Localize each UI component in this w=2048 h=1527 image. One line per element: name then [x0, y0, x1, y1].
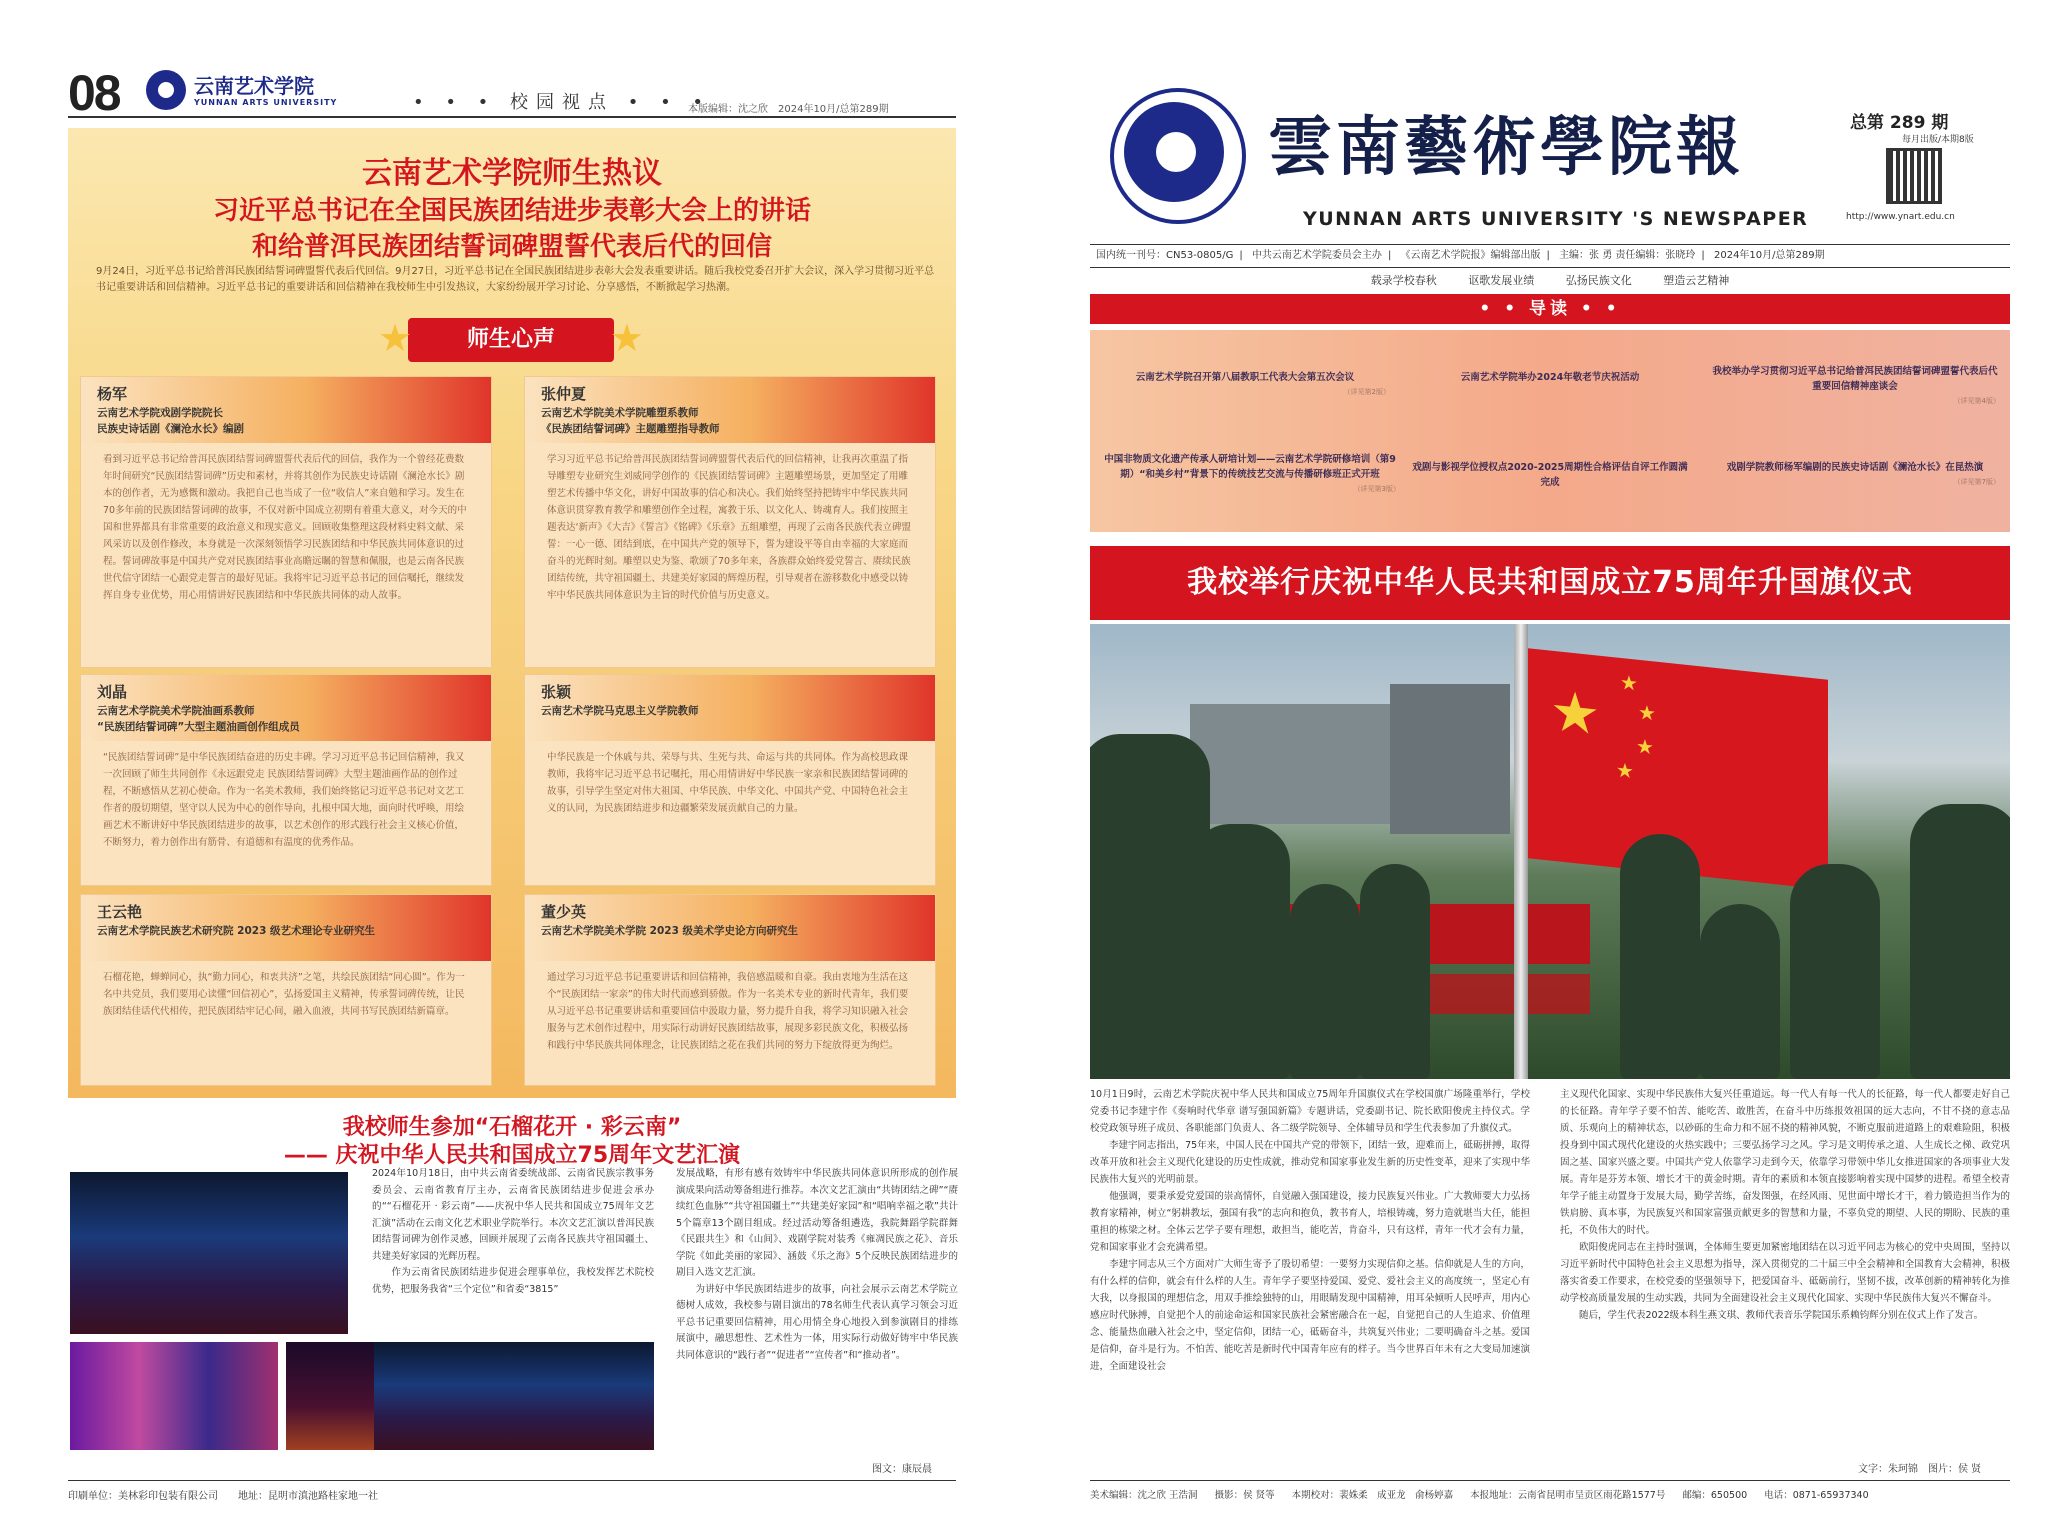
card-name: 董少英: [541, 903, 587, 921]
toc-item[interactable]: 我校举办学习贯彻习近平总书记给普洱民族团结誓词碑盟誓代表后代重要回信精神座谈会 （详见第4版）: [1712, 366, 2000, 405]
footer-item: 邮编：650500: [1682, 1490, 1748, 1501]
slogan: 讴歌发展业绩: [1468, 274, 1535, 287]
slogans: [1090, 272, 2010, 288]
feature-intro: 9月24日，习近平总书记给普洱民族团结誓词碑盟誓代表后代回信。9月27日，习近平总书记在全国民族团结进步表彰大会发表重要讲话。随后我校党委召开扩大会议，深入学习贯彻习近平总书记重要讲话和回信精神。习近平总书记的重要讲话和回信精神在我校师生中引发热议，大家纷纷展开学习讨论、分享感悟，不断掀起学习热潮。: [96, 266, 935, 293]
card-text: 中华民族是一个休戚与共、荣辱与共、生死与共、命运与共的共同体。作为高校思政课教师，我将牢记习近平总书记嘱托，用心用情讲好中华民族一家亲和民族团结誓词碑的故事，引导学生坚定对伟大祖国、中华民族、中华文化、中国共产党、中国特色社会主义的认同，为民族团结进步和边疆繁荣发展贡献自己的力量。: [547, 752, 909, 814]
card-text: 看到习近平总书记给普洱民族团结誓词碑盟誓代表后代的回信，我作为一个曾经花费数年时间研究“民族团结誓词碑”历史和素材，并将其创作为民族史诗话剧《澜沧水长》剧本的创作者，无为感慨和激动。我把自己也当成了一位“收信人”来自勉和学习。发生在70多年前的民族团结誓词碑的故事，不仅对新中国成立初期有着重大意义，对今天的中国和世界都具有非常重要的政治意义和现实意义。回顾收集整理这段材料史料文献、采风采访以及创作修改，本身就是一次深刻领悟学习民族团结和中华民族共同体意识的过程。誓词碑故事是中国共产党对民族团结事业高瞻远瞩的智慧和佩服，也是云南各民族世代信守团结一心跟党走誓言的最好见证。我将牢记习近平总书记的回信嘱托，继续发挥自身专业优势，用心用情讲好民族团结和中华民族共同体的动人故事。: [103, 454, 467, 601]
national-flag-icon: ★ ★ ★ ★ ★: [1528, 648, 1828, 890]
voice-card: [80, 376, 492, 668]
voice-card: [80, 894, 492, 1086]
info-item: 《云南艺术学院报》编辑部出版: [1400, 250, 1541, 261]
voice-card: [524, 894, 936, 1086]
school-emblem-icon: [1110, 88, 1246, 224]
voice-card: [80, 674, 492, 886]
headline: 我校举行庆祝中华人民共和国成立75周年升国旗仪式: [1090, 546, 2010, 620]
card-role: 云南艺术学院戏剧学院院长 民族史诗话剧《澜沧水长》编剧: [97, 407, 244, 435]
footer: [1090, 1480, 2010, 1501]
footer-item: 本期校对：裴姝柔 成亚龙 俞杨婷嘉: [1291, 1490, 1454, 1501]
masthead-title: 雲南藝術學院報: [1268, 110, 1744, 185]
toc-item[interactable]: 中国非物质文化遗产传承人研培计划——云南艺术学院研修培训（第9期）“和美乡村”背景下的传统技艺交流与传播研修班正式开班 （详见第3版）: [1104, 454, 1400, 493]
masthead-english: YUNNAN ARTS UNIVERSITY 'S NEWSPAPER: [1303, 208, 1809, 230]
issue-number: 总第 289 期: [1850, 113, 1949, 133]
feature-subtitle-1: 习近平总书记在全国民族团结进步表彰大会上的讲话: [212, 196, 811, 226]
star-icon: ★: [378, 316, 413, 360]
table-of-contents: [1090, 330, 2010, 532]
right-page: [1090, 0, 2048, 1527]
website-url: http://www.ynart.edu.cn: [1846, 212, 1955, 222]
flag-ceremony-photo: [1090, 624, 2010, 1079]
card-role: 云南艺术学院美术学院雕塑系教师 《民族团结誓词碑》主题雕塑指导教师: [541, 407, 720, 435]
info-item: 中共云南艺术学院委员会主办: [1251, 250, 1382, 261]
info-item: 主编：张 勇 责任编辑：张晓玲: [1559, 250, 1696, 261]
info-bar: 国内统一刊号：CN53-0805/G | 中共云南艺术学院委员会主办 | 《云南艺术学院报》编辑部出版 | 主编：张 勇 责任编辑：张晓玲 | 2024年10月/总第289期: [1090, 244, 2010, 268]
card-name: 刘晶: [97, 683, 128, 701]
card-role: 云南艺术学院美术学院油画系教师 “民族团结誓词碑”大型主题油画创作组成员: [97, 705, 300, 733]
slogan: 塑造云艺精神: [1663, 274, 1730, 287]
feature-title: 云南艺术学院师生热议: [362, 156, 662, 191]
feature-article: [68, 128, 956, 1098]
card-text: 石榴花艳，蝉蝉同心，执“勤力同心，和衷共济”之笔，共绘民族团结“同心圆”。作为一名中共党员，我们要用心读懂“回信初心”，弘扬爱国主义精神，传承誓词碑传统，让民族团结佳话代代相传，把民族团结牢记心间，融入血液，共同书写民族团结新篇章。: [103, 972, 465, 1017]
section-name: • • • 校园视点 • • •: [413, 92, 712, 113]
card-role: 云南艺术学院民族艺术研究院 2023 级艺术理论专业研究生: [97, 925, 376, 937]
footer-item: 摄影：侯 贤等: [1214, 1490, 1275, 1501]
slogan: 载录学校春秋: [1370, 274, 1437, 287]
article-credit: 文字：朱珂锦 图片：侯 贤: [1858, 1464, 1982, 1475]
stage-photo: [70, 1172, 348, 1334]
photo-credit: 图文：康辰晨: [872, 1464, 932, 1475]
star-icon: ★: [609, 316, 644, 360]
toc-item[interactable]: 戏剧与影视学位授权点2020-2025周期性合格评估自评工作圆满完成: [1412, 462, 1688, 488]
section-ribbon: [378, 316, 644, 362]
stage-photo: [374, 1342, 654, 1450]
card-text: “民族团结誓词碑”是中华民族团结奋进的历史丰碑。学习习近平总书记回信精神，我又一次回顾了师生共同创作《永远跟党走 民族团结誓词碑》大型主题油画作品的创作过程，不断感悟从艺初心使命。作为一名美术教师，我们始终铭记习近平总书记对文艺工作者的殷切期望，坚守以人民为中心的创作导向，扎根中国大地，面向时代呼唤，用绘画艺术不断讲好中华民族团结进步的故事，以艺术创作的形式践行社会主义核心价值，不断努力，着力创作出有筋骨、有道德和有温度的优秀作品。: [103, 752, 465, 848]
card-name: 张颖: [541, 683, 572, 701]
footer-item: 美术编辑：沈之欣 王浩洞: [1090, 1490, 1198, 1501]
page-number: 08: [68, 65, 120, 121]
stage-photo: [70, 1342, 278, 1450]
article-subtitle: —— 庆祝中华人民共和国成立75周年文艺汇演: [283, 1143, 741, 1168]
voice-card: [524, 674, 936, 886]
voice-card: [524, 376, 936, 668]
footer: 印刷单位：美林彩印包装有限公司 地址：昆明市滇池路桂家地一社: [68, 1480, 956, 1502]
card-name: 王云艳: [97, 903, 143, 921]
slogan: 弘扬民族文化: [1565, 274, 1632, 287]
feature-subtitle-2: 和给普洱民族团结誓词碑盟誓代表后代的回信: [251, 232, 772, 262]
qr-code-icon: [1886, 148, 1942, 204]
card-name: 张仲夏: [541, 385, 587, 403]
card-text: 通过学习习近平总书记重要讲话和回信精神，我倍感温暖和自豪。我由衷地为生活在这个“民族团结一家亲”的伟大时代而感到骄傲。作为一名美术专业的新时代青年，我们要从习近平总书记重要讲话和重要回信中汲取力量，努力提升自我，将学习知识融入社会服务与艺术创作过程中，用实际行动讲好民族团结故事，展现多彩民族文化，积极弘扬和践行中华民族共同体理念，让民族团结之花在我们共同的努力下绽放得更为绚烂。: [547, 972, 909, 1051]
card-text: 学习习近平总书记给普洱民族团结誓词碑盟誓代表后代的回信精神，让我再次重温了指导雕塑专业研究生刘威同学创作的《民族团结誓词碑》主题雕塑场景，更加坚定了用雕塑艺术传播中华文化，讲好中国故事的信心和决心。我们始终坚持把铸牢中华民族共同体意识贯穿教育教学和雕塑创作全过程，寓教于乐、以文化人、铸魂育人。我们按照主题表达‘新声》《大吉》《誓言》《铭碑》《乐章》五组雕塑，再现了云南各民族代表立碑盟誓：一心一德、团结到底，在中国共产党的领导下，誓为建设平等自由幸福的大家庭而奋斗的光辉时刻。雕塑以史为鉴、歌颂了70多年来，各族群众始终爱党誓言、赓续民族团结传统，共守祖国疆土、共建美好家园的辉煌历程，引导观者在游移数化中感受以铸牢中华民族共同体意识为主旨的时代价值与历史意义。: [547, 454, 912, 601]
toc-item[interactable]: 戏剧学院教师杨军编剧的民族史诗话剧《澜沧水长》在昆热演 （详见第7版）: [1726, 462, 2000, 486]
toc-item[interactable]: 云南艺术学院召开第八届教职工代表大会第五次会议 （详见第2版）: [1135, 372, 1390, 396]
editor-line: 本版编辑：沈之欣 2024年10月/总第289期: [688, 104, 889, 115]
left-page-header: [68, 60, 956, 121]
issue-frequency: 每月出版/本期8版: [1902, 135, 1974, 145]
school-name-cn: 云南艺术学院: [194, 74, 314, 98]
ribbon-label: 师生心声: [466, 327, 555, 352]
guide-header: • • 导读 • •: [1090, 294, 2010, 324]
school-name-en: YUNNAN ARTS UNIVERSITY: [194, 98, 338, 107]
article-column: 2024年10月18日，由中共云南省委统战部、云南省民族宗教事务委员会、云南省教育厅主办，云南省民族团结进步促进会承办的““石榴花开 · 彩云南”——庆祝中华人民共和国成立75周年文艺汇演”活动在云南文化艺术职业学院举行。本次文艺汇演以普洱民族团结誓词碑为创作灵感，回顾并展现了云南各民族共守祖国疆土、共建美好家园的光辉历程。 作为云南省民族团结进步促进会理事单位，我校发挥艺术院校优势，把服务我省“三个定位”和省委“3815”: [372, 1168, 654, 1295]
card-role: 云南艺术学院马克思主义学院教师: [541, 705, 699, 717]
card-name: 杨军: [97, 385, 128, 403]
info-item: 国内统一刊号：CN53-0805/G: [1096, 250, 1234, 261]
article-column: 发展战略，有形有感有效铸牢中华民族共同体意识所形成的创作展演成果向活动筹备组进行推荐。本次文艺汇演由“共铸团结之碑”“赓续红色血脉”“共守祖国疆土”“共建美好家园”和“唱响幸福之歌”共计5个篇章13个剧目组成。经过活动筹备组遴选，我院舞蹈学院群舞《民跟共生》和《山间》、戏剧学院对装秀《雍凋民族之花》、音乐学院《如此美丽的家园》、涵鼓《乐之海》5个反映民族团结进步的剧目入选文艺汇演。 为讲好中华民族团结进步的故事，向社会展示云南艺术学院立德树人成效，我校参与剧目演出的78名师生代表认真学习领会习近平总书记重要回信精神，用心用情全身心地投入到参演剧目的排练展演中，融思想性、艺术性为一体，用实际行动做好铸牢中华民族共同体意识的“践行者”“促进者”“宣传者”和“推动者”。: [676, 1168, 958, 1361]
info-item: 2024年10月/总第289期: [1713, 250, 1825, 261]
article-column: 10月1日9时，云南艺术学院庆祝中华人民共和国成立75周年升国旗仪式在学校国旗广场隆重举行，学校党委书记李建宇作《奏响时代华章 谱写强国新篇》专题讲话，党委副书记、院长欧阳俊虎主持仪式。学校党政领导班子成员、各职能部门负责人、各二级学院领导、全体辅导员和学生代表参加了升旗仪式。 李建宇同志指出，75年来，中国人民在中国共产党的带领下，团结一致，迎难而上，砥砺拼搏，取得改革开放和社会主义现代化建设的历史性成就，推动党和国家事业发生新的历史性变革，迎来了实现中华民族伟大复兴的光明前景。 他强调，要秉承爱党爱国的崇高情怀，自觉融入强国建设，接力民族复兴伟业。广大教师要大力弘扬教育家精神，树立“躬耕教坛，强国有我”的志向和抱负，教书育人，培根铸魂，努力造就堪当大任，能担重担的栋梁之材。全体云艺学子要有理想，敢担当，能吃苦，肯奋斗，只有这样，青年一代才会有力量，党和国家事业才会充满希望。 李建宇同志从三个方面对广大师生寄予了殷切希望：一要努力实现信仰之基。信仰就是人生的方向，有什么样的信仰，就会有什么样的人生。青年学子要坚持爱国、爱党、爱社会主义的高度统一，坚定心有大我，以身报国的理想信念，用双手推绘独特的山，用眼睛发现中国精神，用耳朵倾听人民呼声，用内心感应时代脉搏，自觉把个人的前途命运和国家民族社会紧密融合在一起，自觉把自己的人生追求、价值理念、能量热血融入社会之中，坚定信仰，团结一心，砥砺奋斗，共筑复兴伟业；二要明确奋斗之基。爱国是信仰，奋斗是行为。不怕苦、能吃苦是新时代中国青年应有的样子。当今世界百年未有之大变局加速演进，全面建设社会: [1090, 1089, 1530, 1372]
left-page: [0, 0, 1000, 1527]
card-role: 云南艺术学院美术学院 2023 级美术学史论方向研究生: [541, 925, 799, 937]
article-title: 我校师生参加“石榴花开 · 彩云南”: [342, 1115, 682, 1140]
school-logo-icon: [146, 70, 186, 110]
footer-item: 电话：0871-65937340: [1764, 1490, 1869, 1501]
article-column: 主义现代化国家、实现中华民族伟大复兴任重道远。每一代人有每一代人的长征路，每一代人都要走好自己的长征路。青年学子要不怕苦、能吃苦、敢胜苦，在奋斗中历练报效祖国的远大志向，不甘不挠的意志品质、乐观向上的精神状态，以砂砾的生命力和不屈不挠的精神风貌，不断克服前进道路上的艰难险阻，积极投身到中国式现代化建设的火热实践中；三要弘扬学习之风。学习是文明传承之道、人生成长之梯、政党巩固之基、国家兴盛之要。中国共产党人依靠学习走到今天，依靠学习带领中华儿女推进国家的各项事业大发展。青年是芬芳本领、增长才干的黄金时期。青年的素质和本领直接影响着实现中国梦的进程。希望全校青年学子能主动置身于发展大局，勤学苦练，奋发图强，在经风雨、见世面中增长才干，着力锻造担当作为的铁肩膀、真本事，为民族复兴和国家富强贡献更多的智慧和力量，不辜负党的期望、人民的期盼、民族的重托，不负伟大的时代。 欧阳俊虎同志在主持时强调，全体师生要更加紧密地团结在以习近平同志为核心的党中央周围，坚持以习近平新时代中国特色社会主义思想为指导，深入贯彻党的二十届三中全会精神和全国教育大会精神，积极落实省委工作要求，在校党委的坚强领导下，把爱国奋斗、砥砺前行，坚韧不拔，改革创新的精神转化为推动学校高质量发展的生动实践，共同为全面建设社会主义现代化国家、实现中华民族伟大复兴不懈奋斗。 随后，学生代表2022级本科生燕文琪、教师代表音乐学院国乐系赖钧辉分别在仪式上作了发言。: [1560, 1089, 2010, 1321]
toc-item[interactable]: 云南艺术学院举办2024年敬老节庆祝活动: [1460, 372, 1640, 383]
footer-item: 本报地址：云南省昆明市呈贡区雨花路1577号: [1470, 1490, 1666, 1501]
